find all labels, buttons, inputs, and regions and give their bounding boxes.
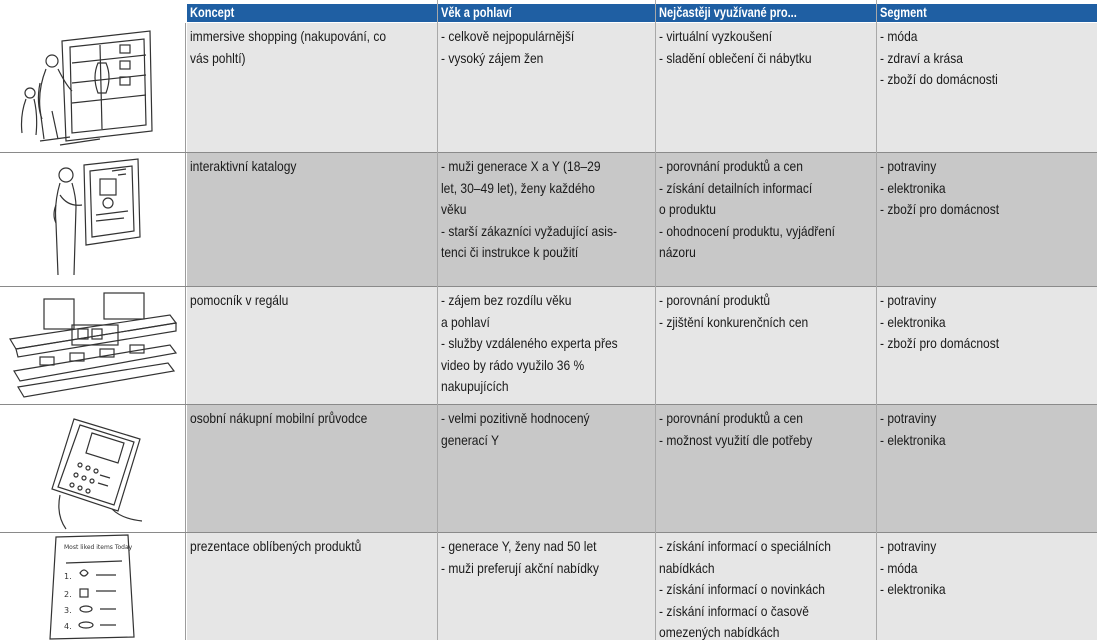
age-line: - muži preferují akční nabídky <box>441 559 599 576</box>
cell-concept <box>187 153 438 286</box>
table-row <box>0 153 1097 286</box>
interactive-catalog-icon <box>0 153 186 286</box>
cell-use <box>656 533 877 640</box>
segment-line: - elektronika <box>880 313 946 330</box>
age-line: tenci či instrukce k použití <box>441 244 579 260</box>
cell-use <box>656 405 877 532</box>
use-line: - zjištění konkurenčních cen <box>659 313 809 330</box>
use-line: názoru <box>659 244 696 260</box>
cell-use <box>656 153 877 286</box>
column-divider <box>655 0 656 640</box>
use-line: - získání informací o speciálních <box>659 538 831 554</box>
use-line: - ohodnocení produktu, vyjádření <box>659 222 836 239</box>
segment-line: - potraviny <box>880 538 937 554</box>
concept-line: vás pohltí) <box>190 49 246 66</box>
table-row <box>0 405 1097 532</box>
cell-segment <box>877 23 1097 152</box>
cell-use <box>656 287 877 404</box>
concept-line: osobní nákupní mobilní průvodce <box>190 410 368 426</box>
illustration-shopper-mirror <box>0 23 186 152</box>
age-line: - starší zákazníci vyžadující asis- <box>441 222 617 239</box>
segment-line: - zboží pro domácnost <box>880 201 1000 217</box>
illustration-shelf <box>0 287 186 404</box>
age-line: - vysoký zájem žen <box>441 49 544 66</box>
cell-concept <box>187 405 438 532</box>
segment-line: - zdraví a krása <box>880 49 963 66</box>
segment-line: - potraviny <box>880 158 937 174</box>
segment-line: - potraviny <box>880 292 937 308</box>
illustration-device <box>0 405 186 532</box>
segment-line: - elektronika <box>880 581 946 597</box>
table-row <box>0 23 1097 152</box>
concept-line: prezentace oblíbených produktů <box>190 538 362 554</box>
illustration-poster <box>0 533 186 640</box>
cell-age <box>438 153 656 286</box>
age-line: video by rádo využilo 36 % <box>441 356 585 373</box>
age-line: generací Y <box>441 431 500 448</box>
column-divider <box>876 0 877 640</box>
use-line: - získání informací o novinkách <box>659 581 825 597</box>
age-line: - generace Y, ženy nad 50 let <box>441 538 597 554</box>
age-line: věku <box>441 201 467 217</box>
use-line: - porovnání produktů <box>659 292 771 308</box>
age-line: nakupujících <box>441 378 509 394</box>
table-row <box>0 533 1097 640</box>
age-line: - muži generace X a Y (18–29 <box>441 158 601 174</box>
cell-concept <box>187 23 438 152</box>
use-line: o produktu <box>659 201 716 217</box>
segment-line: - zboží do domácnosti <box>880 71 998 87</box>
segment-line: - móda <box>880 28 918 44</box>
handheld-device-icon <box>0 405 186 532</box>
cell-segment <box>877 405 1097 532</box>
age-line: a pohlaví <box>441 313 490 330</box>
use-line: - získání detailních informací <box>659 179 813 196</box>
shelf-screens-icon <box>0 287 186 404</box>
illustration-catalog <box>0 153 186 286</box>
concept-line: pomocník v regálu <box>190 292 289 308</box>
use-line: nabídkách <box>659 559 715 576</box>
cell-age <box>438 405 656 532</box>
header-koncept: Koncept <box>187 4 437 22</box>
header-vyuzivane: Nejčastěji využívané pro... <box>656 4 876 22</box>
cell-concept <box>187 287 438 404</box>
age-line: - zájem bez rozdílu věku <box>441 292 572 308</box>
segment-line: - móda <box>880 559 918 576</box>
segment-line: - zboží pro domácnost <box>880 335 1000 351</box>
cell-age <box>438 533 656 640</box>
use-line: omezených nabídkách <box>659 624 780 640</box>
cell-age <box>438 23 656 152</box>
cell-use <box>656 23 877 152</box>
header-segment: Segment <box>877 4 1097 22</box>
svg-text:3.: 3. <box>64 606 72 615</box>
header-vek-pohlavi: Věk a pohlaví <box>438 4 655 22</box>
svg-text:1.: 1. <box>64 572 72 581</box>
cell-segment <box>877 153 1097 286</box>
svg-text:2.: 2. <box>64 590 72 599</box>
age-line: - celkově nejpopulárnější <box>441 28 575 44</box>
use-line: - možnost využití dle potřeby <box>659 431 813 448</box>
concept-line: immersive shopping (nakupování, co <box>190 28 387 44</box>
concept-line: interaktivní katalogy <box>190 158 297 174</box>
use-line: - virtuální vyzkoušení <box>659 28 773 44</box>
cell-segment <box>877 287 1097 404</box>
column-divider <box>437 0 438 640</box>
age-line: - velmi pozitivně hodnocený <box>441 410 590 426</box>
use-line: - porovnání produktů a cen <box>659 158 803 174</box>
table-row <box>0 287 1097 404</box>
age-line: - služby vzdáleného experta přes <box>441 335 618 351</box>
cell-concept <box>187 533 438 640</box>
use-line: - porovnání produktů a cen <box>659 410 803 426</box>
favorite-products-poster-icon <box>0 533 186 640</box>
cell-age <box>438 287 656 404</box>
svg-text:4.: 4. <box>64 622 72 631</box>
segment-line: - elektronika <box>880 431 946 448</box>
use-line: - sladění oblečení či nábytku <box>659 49 812 66</box>
shopper-at-mirror-icon <box>0 23 186 152</box>
cell-segment <box>877 533 1097 640</box>
use-line: - získání informací o časově <box>659 602 809 619</box>
segment-line: - potraviny <box>880 410 937 426</box>
poster-text: Most liked items Today <box>64 544 133 551</box>
age-line: let, 30–49 let), ženy každého <box>441 179 595 196</box>
segment-line: - elektronika <box>880 179 946 196</box>
